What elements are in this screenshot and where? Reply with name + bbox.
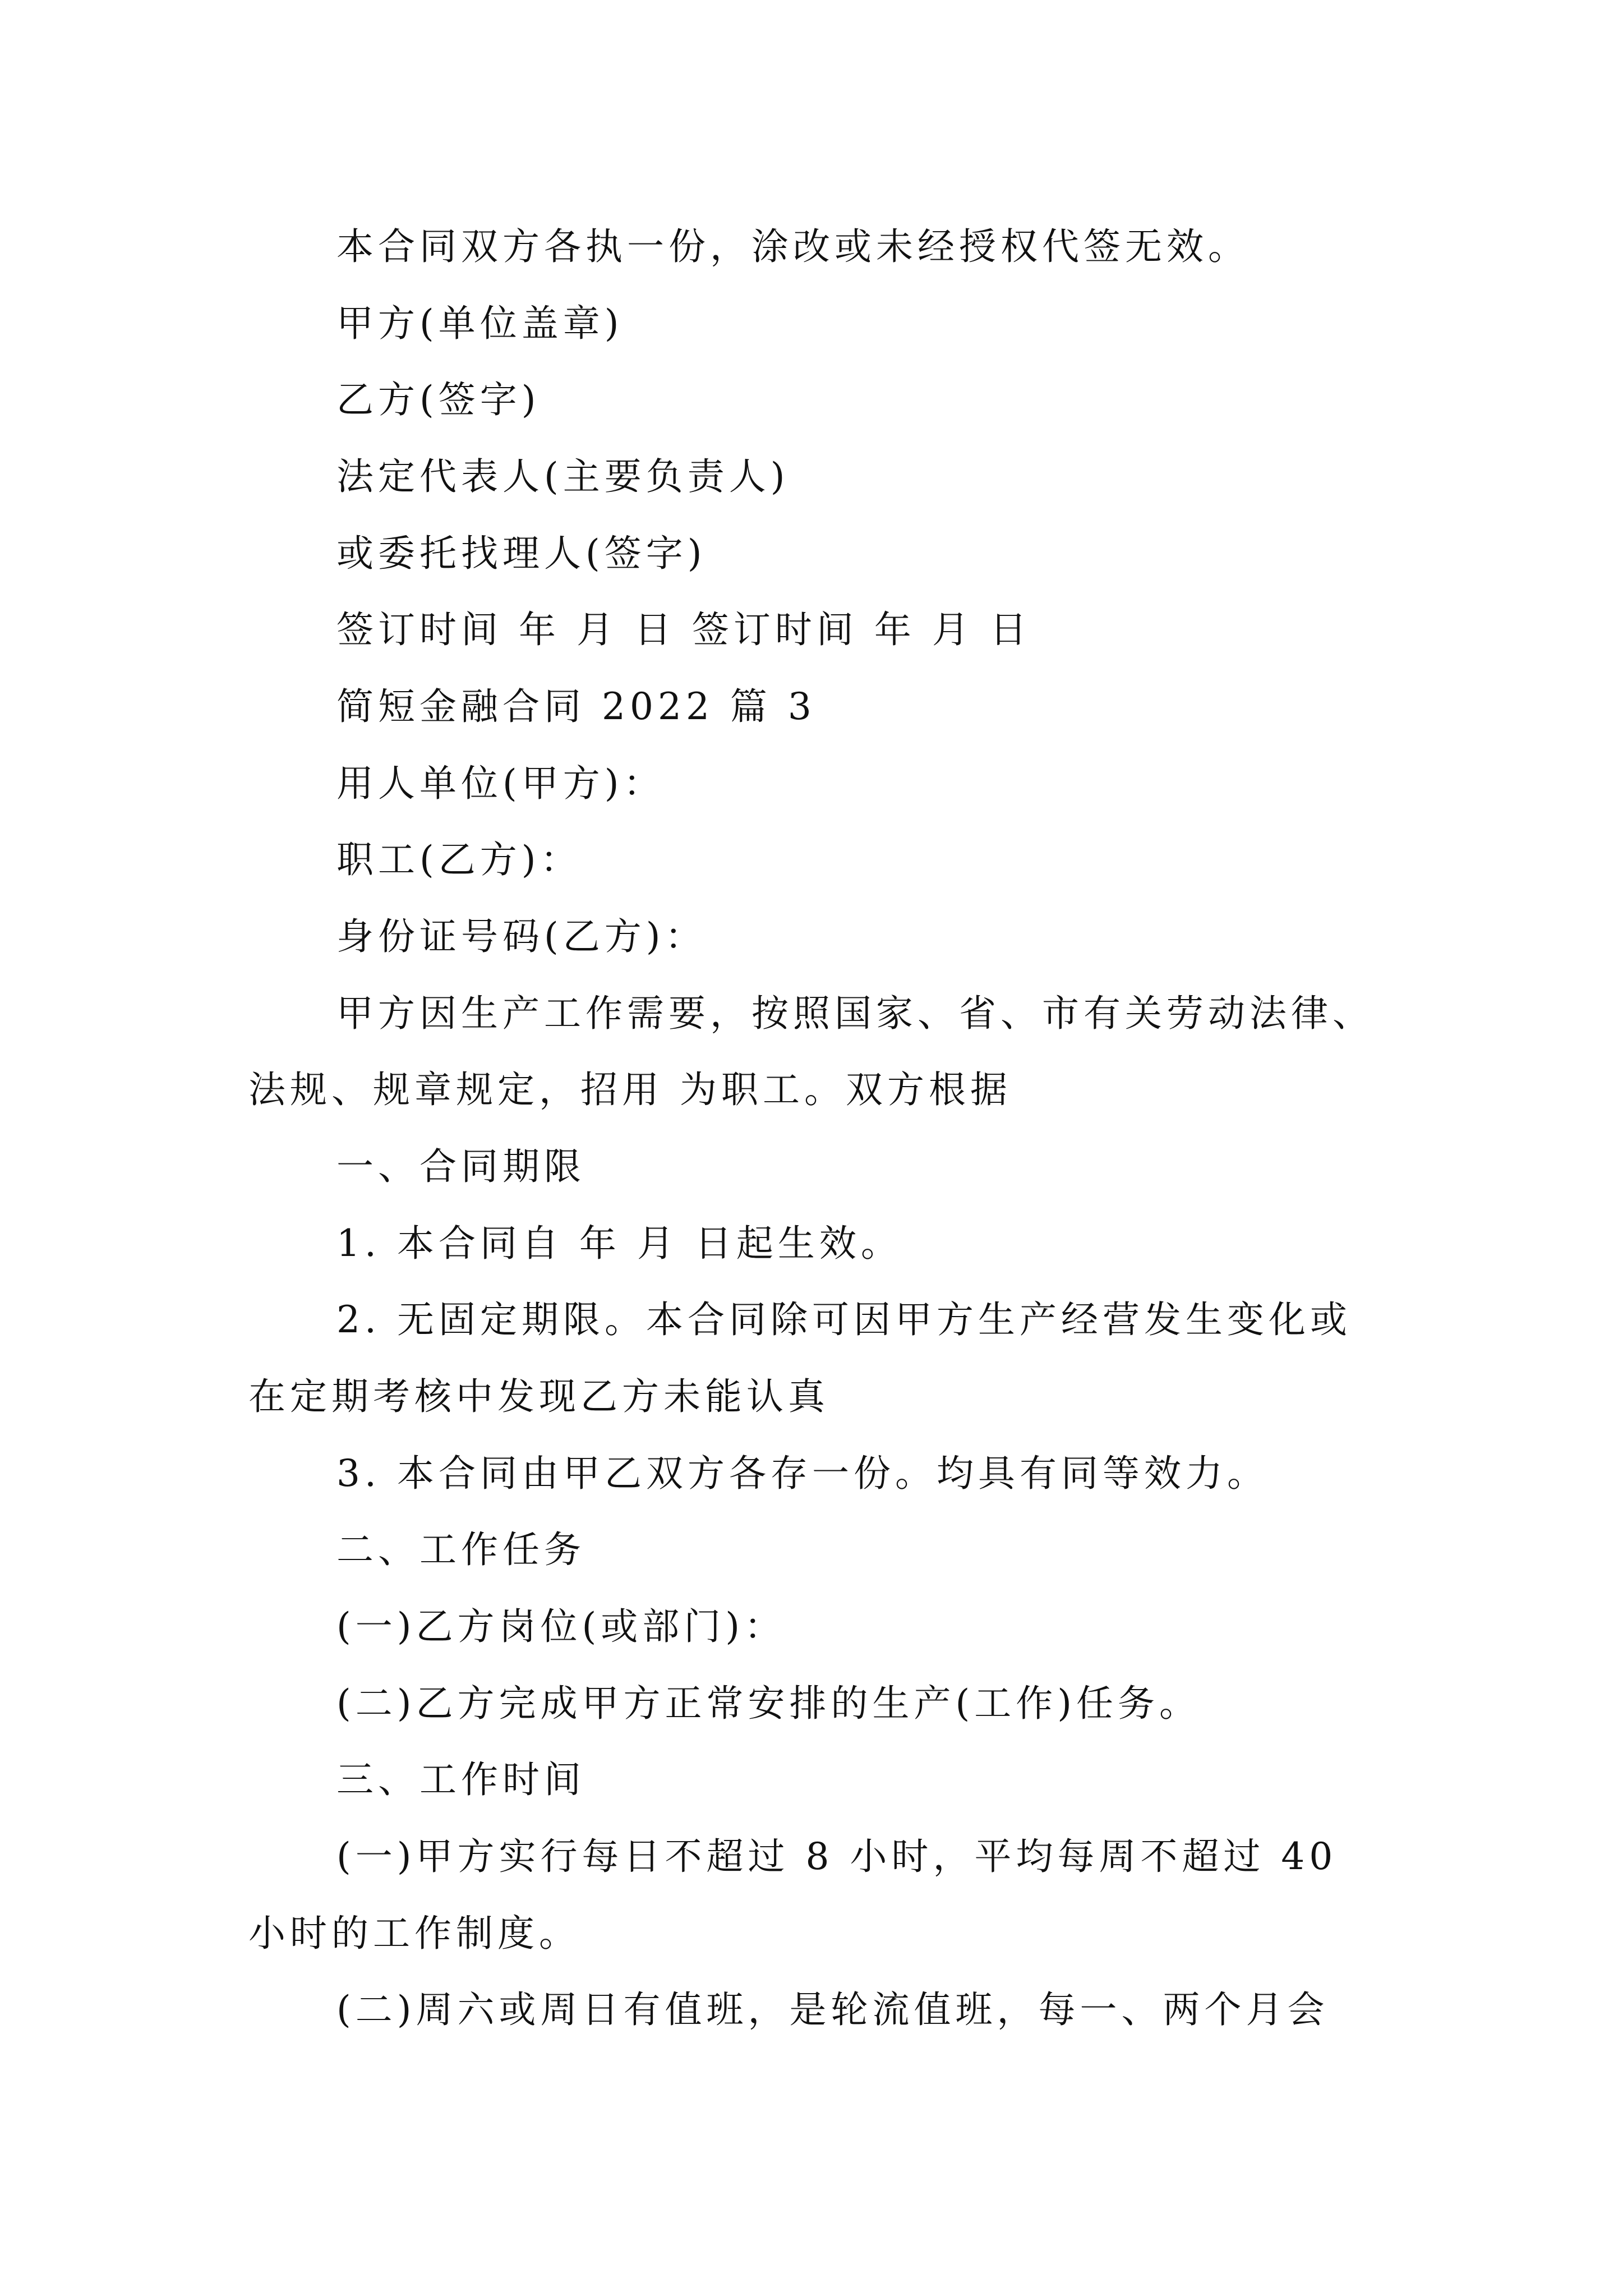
- task-item-2: (二)乙方完成甲方正常安排的生产(工作)任务。: [336, 1682, 1201, 1725]
- party-a-seal-line: 甲方(单位盖章): [336, 302, 624, 345]
- hours-item-1-line-1: (一)甲方实行每日不超过 8 小时，平均每周不超过 40: [336, 1835, 1338, 1878]
- intro-paragraph-line-1: 甲方因生产工作需要，按照国家、省、市有关劳动法律、: [336, 992, 1374, 1035]
- legal-representative-line: 法定代表人(主要负责人): [336, 455, 790, 498]
- intro-paragraph-line-2: 法规、规章规定，招用 为职工。双方根据: [248, 1068, 1012, 1111]
- section-heading: 简短金融合同 2022 篇 3: [336, 685, 816, 728]
- term-item-2-line-1: 2. 无固定期限。本合同除可因甲方生产经营发生变化或: [336, 1298, 1352, 1341]
- heading-working-hours: 三、工作时间: [336, 1758, 585, 1801]
- heading-work-tasks: 二、工作任务: [336, 1528, 585, 1571]
- signing-date-line: 签订时间 年 月 日 签订时间 年 月 日: [336, 608, 1031, 651]
- authorized-agent-line: 或委托找理人(签字): [336, 532, 707, 575]
- id-number-line: 身份证号码(乙方)：: [336, 915, 707, 958]
- term-item-3: 3. 本合同由甲乙双方各存一份。均具有同等效力。: [336, 1452, 1269, 1495]
- employer-line: 用人单位(甲方)：: [336, 762, 665, 805]
- hours-item-1-line-2: 小时的工作制度。: [248, 1912, 580, 1955]
- paragraph-copies-clause: 本合同双方各执一份，涂改或未经授权代签无效。: [336, 225, 1249, 268]
- employee-line: 职工(乙方)：: [336, 838, 582, 881]
- party-b-signature-line: 乙方(签字): [336, 378, 541, 421]
- term-item-1: 1. 本合同自 年 月 日起生效。: [336, 1222, 902, 1265]
- heading-contract-term: 一、合同期限: [336, 1145, 585, 1188]
- hours-item-2: (二)周六或周日有值班，是轮流值班，每一、两个月会: [336, 1988, 1329, 2031]
- task-item-1: (一)乙方岗位(或部门)：: [336, 1605, 786, 1648]
- term-item-2-line-2: 在定期考核中发现乙方未能认真: [248, 1375, 829, 1418]
